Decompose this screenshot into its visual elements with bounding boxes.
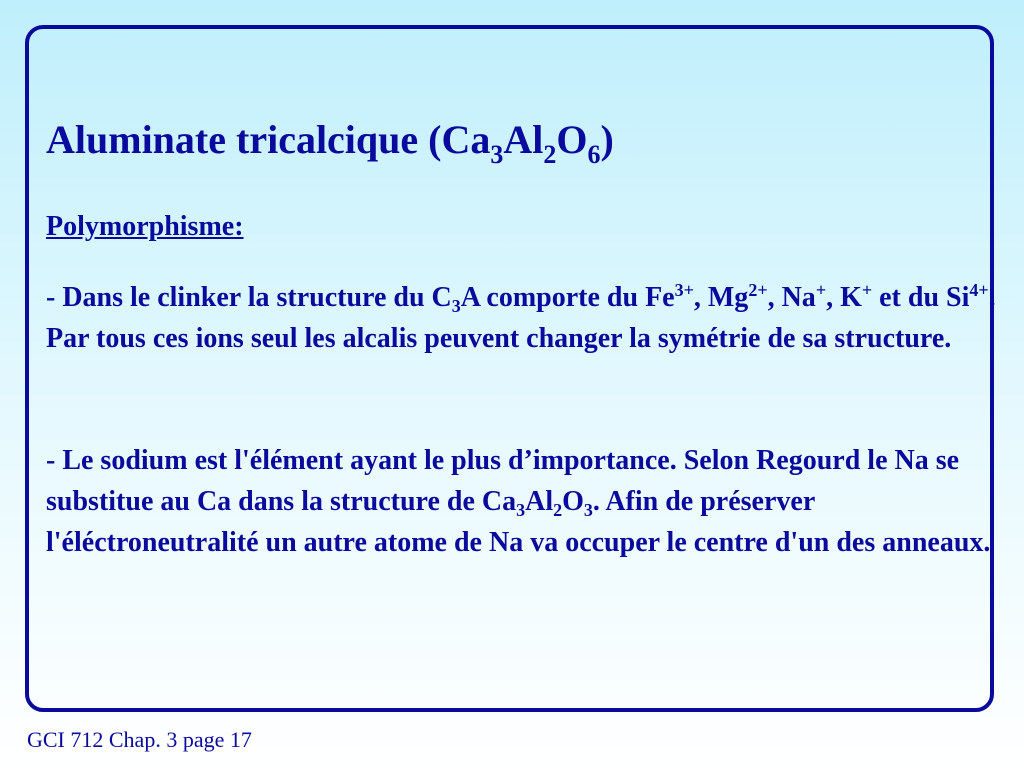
title-subscript: 3 <box>490 140 504 169</box>
subscript: 3 <box>451 296 461 316</box>
slide-title <box>46 112 614 168</box>
title-text: Al <box>503 117 544 162</box>
superscript: 3+ <box>674 280 694 300</box>
title-text: Aluminate tricalcique (Ca <box>46 117 491 162</box>
paragraph-sodium <box>46 440 996 563</box>
slide-footer: GCI 712 Chap. 3 page 17 <box>27 727 252 752</box>
paragraph-text: , Na <box>767 282 816 313</box>
paragraph-text: Al <box>525 486 554 517</box>
paragraph-text: - Dans le clinker la structure du C <box>46 282 452 313</box>
section-heading: Polymorphisme: <box>46 211 244 242</box>
paragraph-text: O <box>562 486 584 517</box>
paragraph-text: , Mg <box>693 282 749 313</box>
paragraph-text: A comporte du Fe <box>460 282 675 313</box>
superscript: 4+ <box>969 280 989 300</box>
superscript: + <box>861 280 873 300</box>
title-subscript: 2 <box>543 140 557 169</box>
title-text: O <box>556 117 588 162</box>
title-text: ) <box>600 117 614 162</box>
paragraph-text: . Par tous ces ions seul les alcalis peuvent changer la symétrie de sa structure. <box>46 282 996 354</box>
subscript: 2 <box>553 500 563 520</box>
superscript: + <box>815 280 827 300</box>
superscript: 2+ <box>748 280 768 300</box>
paragraph-text: , K <box>826 282 862 313</box>
title-subscript: 6 <box>587 140 601 169</box>
subscript: 3 <box>516 500 526 520</box>
subscript: 3 <box>583 500 593 520</box>
paragraph-text: . Afin de préserver l'éléctroneutralité un autre atome de Na va occuper le centre d'un des anneaux. <box>46 486 991 558</box>
paragraph-text: et du Si <box>872 282 970 313</box>
paragraph-text: - Le sodium est l'élément ayant le plus d’importance. Selon Regourd le Na se substitue au Ca dans la structure de Ca <box>46 445 960 517</box>
paragraph-substitution-ions <box>46 277 996 359</box>
